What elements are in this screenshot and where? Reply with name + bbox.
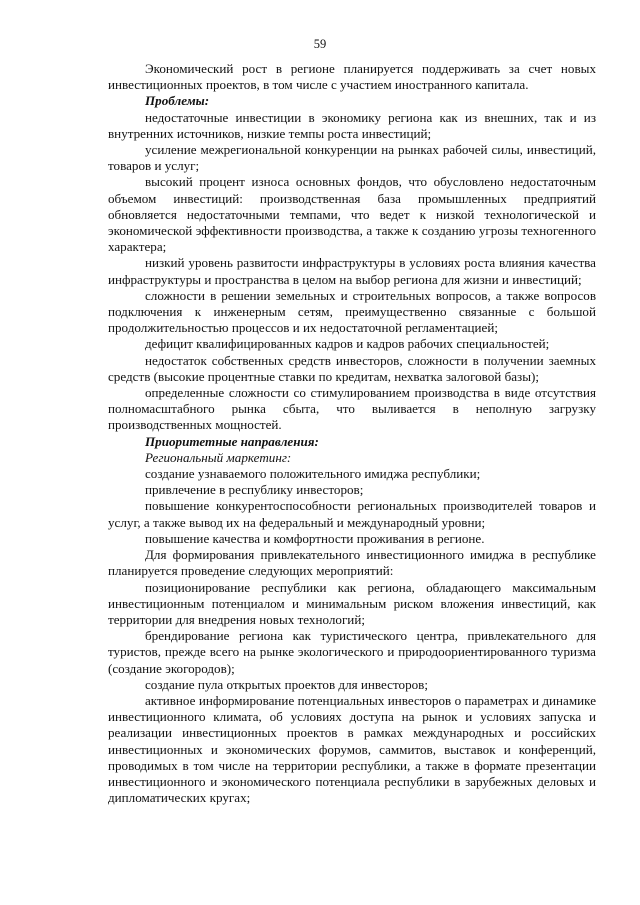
problem-item: определенные сложности со стимулированием производства в виде отсутствия полномасштабного рынка сбыта, что выливается в неполную загрузку производственных мощностей. bbox=[108, 385, 596, 433]
measure-item: активное информирование потенциальных инвесторов о параметрах и динамике инвестиционного климата, об условиях доступа на рынок и условиях запуска и реализации инвестиционных проектов в рамках международных и российских инвестиционных и экономических форумов, саммитов, выставок и конференций, проводимых в том числе на территории республики, а также в формате презентации инвестиционного и экономического потенциала республики в зарубежных деловых и дипломатических кругах; bbox=[108, 692, 596, 806]
problem-item: сложности в решении земельных и строительных вопросов, а также вопросов подключения к инженерным сетям, преимущественно связанные с большой продолжительностью процессов и их недостаточной регламентацией; bbox=[108, 287, 596, 336]
priority-item: создание узнаваемого положительного имиджа республики; bbox=[145, 466, 481, 482]
problem-item: недостаток собственных средств инвесторов, сложности в получении заемных средств (высокие процентные ставки по кредитам, нехватка залоговой базы); bbox=[108, 352, 596, 384]
priority-item: привлечение в республику инвесторов; bbox=[145, 482, 364, 498]
measure-item: брендирование региона как туристического центра, привлекательного для туристов, прежде всего на рынке экологического и природоориентированного туризма (создание экогородов); bbox=[108, 628, 596, 676]
measure-item: создание пула открытых проектов для инвесторов; bbox=[145, 676, 428, 692]
section-heading-priorities: Приоритетные направления: bbox=[145, 433, 319, 449]
paragraph-measures-intro: Для формирования привлекательного инвестиционного имиджа в республике планируется проведение следующих мероприятий: bbox=[108, 547, 596, 579]
problem-item: недостаточные инвестиции в экономику региона как из внешних, так и из внутренних источников, низкие темпы роста инвестиций; bbox=[108, 109, 596, 141]
problem-item: высокий процент износа основных фондов, что обусловлено недостаточным объемом инвестиций: производственная база промышленных предприятий обновляется недостаточными темпами, что ведет к низкой технологической и экономической эффективности производства, а также к созданию угрозы техногенного характера; bbox=[108, 174, 596, 255]
page-number: 59 bbox=[313, 37, 327, 51]
measure-item: позиционирование республики как региона, обладающего максимальным инвестиционным потенциалом и минимальным риском вложения инвестиций, как территории для внедрения новых технологий; bbox=[108, 579, 596, 627]
section-heading-problems: Проблемы: bbox=[145, 93, 210, 109]
priority-item: повышение конкурентоспособности региональных производителей товаров и услуг, а также вывод их на федеральный и международный уровни; bbox=[108, 498, 596, 530]
priority-item: повышение качества и комфортности проживания в регионе. bbox=[145, 530, 485, 546]
subsection-heading-marketing: Региональный маркетинг: bbox=[145, 449, 292, 465]
problem-item: дефицит квалифицированных кадров и кадров рабочих специальностей; bbox=[145, 336, 550, 352]
paragraph-intro: Экономический рост в регионе планируется поддерживать за счет новых инвестиционных проектов, в том числе с участием иностранного капитала. bbox=[108, 61, 596, 93]
problem-item: низкий уровень развитости инфраструктуры в условиях роста влияния качества инфраструктуры и пространства в целом на выбор региона для жизни и инвестиций; bbox=[108, 255, 596, 287]
page-body bbox=[108, 61, 596, 806]
problem-item: усиление межрегиональной конкуренции на рынках рабочей силы, инвестиций, товаров и услуг; bbox=[108, 142, 596, 174]
